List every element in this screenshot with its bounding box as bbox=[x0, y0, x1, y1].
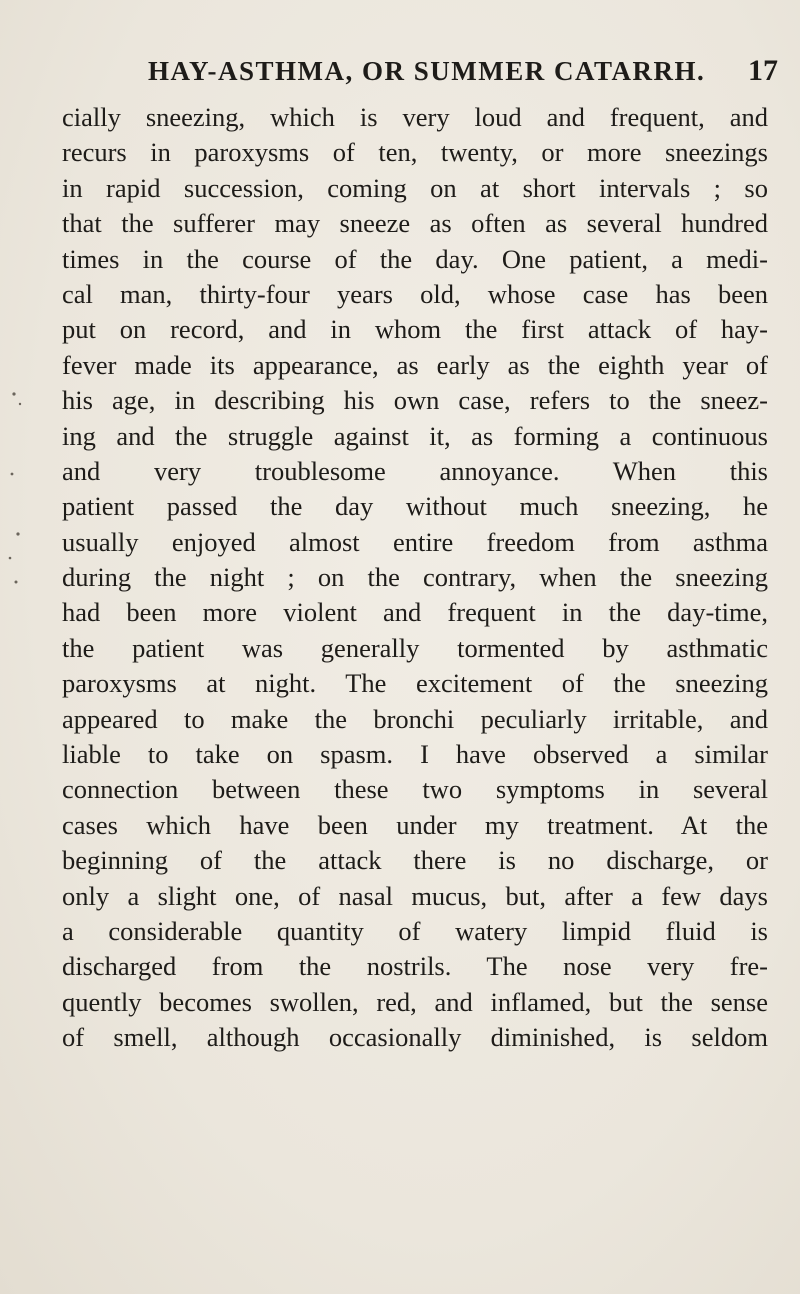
text-line: his age, in describing his own case, refers to the sneez- bbox=[62, 385, 768, 416]
text-line: times in the course of the day. One patient, a medi- bbox=[62, 243, 768, 274]
text-line: connection between these two symptoms in several bbox=[62, 774, 768, 805]
text-line: quently becomes swollen, red, and inflamed, but the sense bbox=[62, 986, 768, 1017]
text-line: the patient was generally tormented by asthmatic bbox=[62, 632, 768, 663]
text-line: cal man, thirty-four years old, whose case has been bbox=[62, 278, 768, 309]
text-line: and very troublesome annoyance. When this bbox=[62, 455, 768, 486]
text-line: appeared to make the bronchi peculiarly irritable, and bbox=[62, 703, 768, 734]
text-line: patient passed the day without much sneezing, he bbox=[62, 491, 768, 522]
text-line: cially sneezing, which is very loud and frequent, and bbox=[62, 102, 768, 132]
text-line: had been more violent and frequent in the day-time, bbox=[62, 597, 768, 628]
text-line: beginning of the attack there is no discharge, or bbox=[62, 845, 768, 876]
text-line: liable to take on spasm. I have observed a similar bbox=[62, 739, 768, 770]
text-line: usually enjoyed almost entire freedom from asthma bbox=[62, 526, 768, 557]
text-line: ing and the struggle against it, as forming a continuous bbox=[62, 420, 768, 451]
text-line: fever made its appearance, as early as the eighth year of bbox=[62, 349, 768, 380]
text-line: recurs in paroxysms of ten, twenty, or more sneezings bbox=[62, 137, 768, 168]
text-line: a considerable quantity of watery limpid fluid is bbox=[62, 915, 768, 946]
body-text bbox=[62, 100, 768, 1056]
text-line: cases which have been under my treatment. At the bbox=[62, 809, 768, 840]
running-head bbox=[148, 56, 788, 90]
running-head-title: HAY-ASTHMA, OR SUMMER CATARRH. bbox=[148, 56, 706, 86]
text-line: put on record, and in whom the first attack of hay- bbox=[62, 314, 768, 345]
text-line: of smell, although occasionally diminished, is seldom bbox=[62, 1022, 768, 1053]
text-line: only a slight one, of nasal mucus, but, after a few days bbox=[62, 880, 768, 911]
text-line: that the sufferer may sneeze as often as several hundred bbox=[62, 208, 768, 239]
text-line: discharged from the nostrils. The nose very fre- bbox=[62, 951, 768, 982]
text-line: during the night ; on the contrary, when the sneezing bbox=[62, 562, 768, 593]
margin-specks-decoration bbox=[0, 96, 40, 616]
text-line: paroxysms at night. The excitement of the sneezing bbox=[62, 668, 768, 699]
text-line: in rapid succession, coming on at short intervals ; so bbox=[62, 172, 768, 203]
page-number: 17 bbox=[748, 54, 778, 87]
